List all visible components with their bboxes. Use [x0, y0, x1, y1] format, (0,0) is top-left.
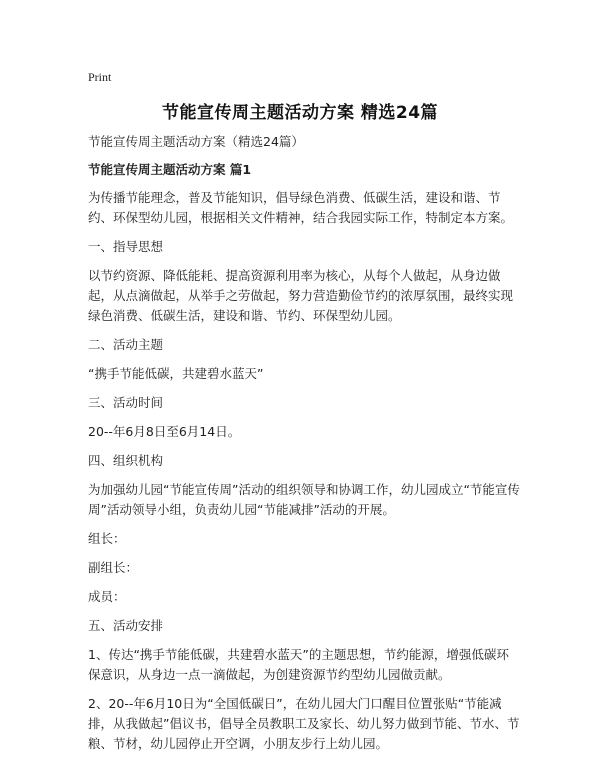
- heading-activity-theme: 二、活动主题: [88, 337, 164, 352]
- intro-paragraph: 为传播节能理念，普及节能知识，倡导绿色消费、低碳生活，建设和谐、节约、环保型幼儿园，根据相关文件精神，结合我园实际工作，特制定本方案。: [88, 190, 514, 225]
- print-label[interactable]: Print: [88, 70, 112, 84]
- arrangement-item-1: 1、传达“携手节能低碳，共建碧水蓝天”的主题思想，节约能源，增强低碳环保意识，从身边一点一滴做起，为创建资源节约型幼儿园做贡献。: [88, 647, 509, 682]
- heading-organization: 四、组织机构: [88, 453, 164, 468]
- leader-label: 组长：: [88, 531, 126, 546]
- heading-activity-arrangement: 五、活动安排: [88, 618, 164, 633]
- document-subtitle: 节能宣传周主题活动方案（精选24篇）: [88, 134, 304, 149]
- document-body: [88, 132, 520, 763]
- members-label: 成员：: [88, 589, 126, 604]
- paragraph-activity-time: 20--年6月8日至6月14日。: [88, 424, 241, 439]
- paragraph-activity-theme: “携手节能低碳，共建碧水蓝天”: [88, 366, 264, 381]
- heading-activity-time: 三、活动时间: [88, 395, 164, 410]
- document-title: 节能宣传周主题活动方案 精选24篇: [161, 103, 439, 123]
- arrangement-item-2: 2、20--年6月10日为“全国低碳日”，在幼儿园大门口醒目位置张贴“节能减排，从我做起”倡议书，倡导全员教职工及家长、幼儿努力做到节能、节水、节粮、节材，幼儿园停止开空调，小朋友步行上幼儿园。: [88, 696, 520, 751]
- heading-guiding-ideology: 一、指导思想: [88, 239, 164, 254]
- deputy-leader-label: 副组长：: [88, 560, 139, 575]
- section-heading: 节能宣传周主题活动方案 篇1: [88, 162, 252, 177]
- paragraph-organization: 为加强幼儿园“节能宣传周”活动的组织领导和协调工作，幼儿园成立“节能宣传周”活动领导小组，负责幼儿园“节能减排”活动的开展。: [88, 482, 520, 517]
- paragraph-guiding-ideology: 以节约资源、降低能耗、提高资源利用率为核心，从每个人做起，从身边做起，从点滴做起，从举手之劳做起，努力营造勤俭节约的浓厚氛围，最终实现绿色消费、低碳生活，建设和谐、节约、环保型幼儿园。: [88, 268, 514, 323]
